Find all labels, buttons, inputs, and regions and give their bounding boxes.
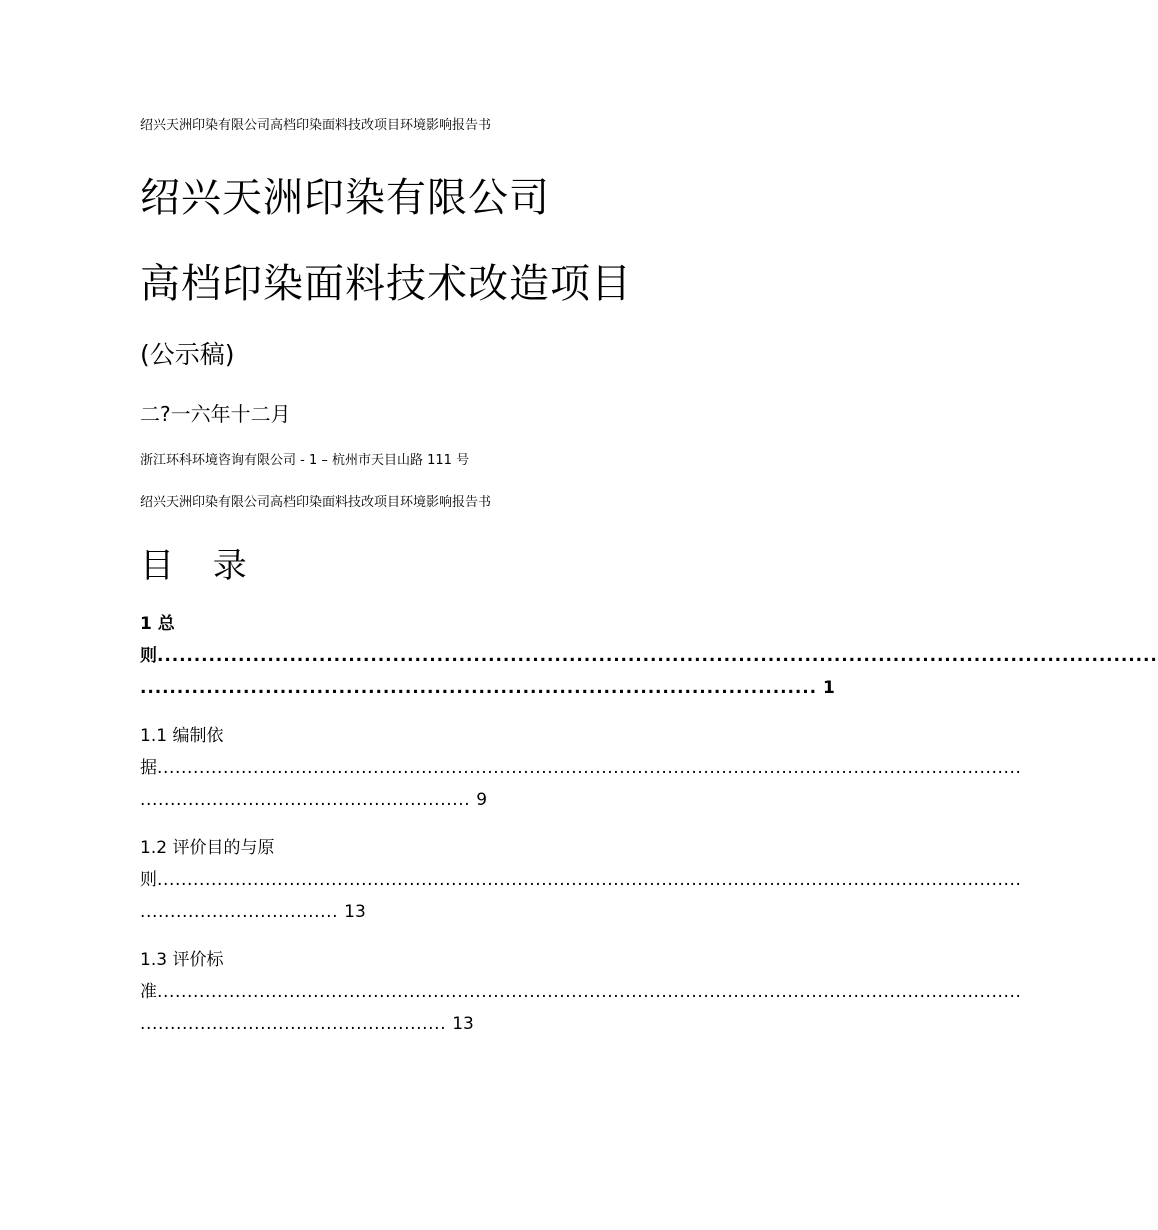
- toc-entry-title-continued: 据: [140, 758, 157, 778]
- toc-entry-number: 1.1: [140, 726, 168, 746]
- cover-project-title: 高档印染面料技术改造项目: [140, 261, 632, 307]
- toc-entry-leader-line: [140, 980, 1022, 1004]
- toc-entry-title: 评价目的与原: [172, 838, 275, 858]
- toc-entry-page: 1: [822, 678, 835, 698]
- toc-dot-leader: .................................: [140, 902, 339, 922]
- toc-entry-leader-line: [140, 788, 487, 812]
- toc-entry-title-line: [140, 724, 223, 748]
- running-header: 绍兴天洲印染有限公司高档印染面料技改项目环境影响报告书: [140, 118, 492, 133]
- toc-heading: 目 录: [140, 546, 261, 586]
- toc-entry-title-line: [140, 836, 274, 860]
- toc-entry-page: 9: [476, 790, 488, 810]
- toc-dot-leader: ............................................................................................: [140, 678, 817, 698]
- toc-entry-title-line: [140, 612, 175, 636]
- toc-dot-leader: ...................................................: [140, 1014, 447, 1034]
- toc-entry-title-line: [140, 948, 223, 972]
- toc-entry-title: 编制依: [172, 726, 224, 746]
- toc-entry-title-continued: 则: [140, 646, 157, 666]
- toc-entry-title: 评价标: [172, 950, 224, 970]
- toc-dot-leader: .......................................................: [140, 790, 471, 810]
- toc-dot-leader: ................................................................................................................................................: [157, 982, 1022, 1002]
- cover-date: 二?一六年十二月: [140, 402, 291, 426]
- toc-entry-leader-line: [140, 644, 1158, 668]
- toc-entry-leader-line: [140, 756, 1022, 780]
- toc-dot-leader: ................................................................................................................................................: [157, 758, 1022, 778]
- toc-entry-leader-line: [140, 1012, 474, 1036]
- toc-entry-page: 13: [344, 902, 366, 922]
- page-footer: 浙江环科环境咨询有限公司 - 1 – 杭州市天目山路 111 号: [140, 453, 470, 468]
- toc-entry-leader-line: [140, 900, 366, 924]
- toc-entry-leader-line: [140, 868, 1022, 892]
- toc-entry-page: 13: [452, 1014, 474, 1034]
- toc-entry-number: 1.3: [140, 950, 168, 970]
- toc-entry-number: 1: [140, 614, 152, 634]
- toc-entry-leader-line: [140, 676, 835, 700]
- cover-company-title: 绍兴天洲印染有限公司: [140, 175, 550, 221]
- toc-entry-title: 总: [157, 614, 175, 634]
- toc-entry-number: 1.2: [140, 838, 168, 858]
- toc-dot-leader: ................................................................................................................................................: [157, 870, 1022, 890]
- draft-note: (公示稿): [140, 340, 235, 369]
- toc-entry-title-continued: 则: [140, 870, 157, 890]
- toc-dot-leader: ........................................................................................................................................: [157, 646, 1158, 666]
- toc-entry-title-continued: 准: [140, 982, 157, 1002]
- running-header-toc: 绍兴天洲印染有限公司高档印染面料技改项目环境影响报告书: [140, 495, 492, 510]
